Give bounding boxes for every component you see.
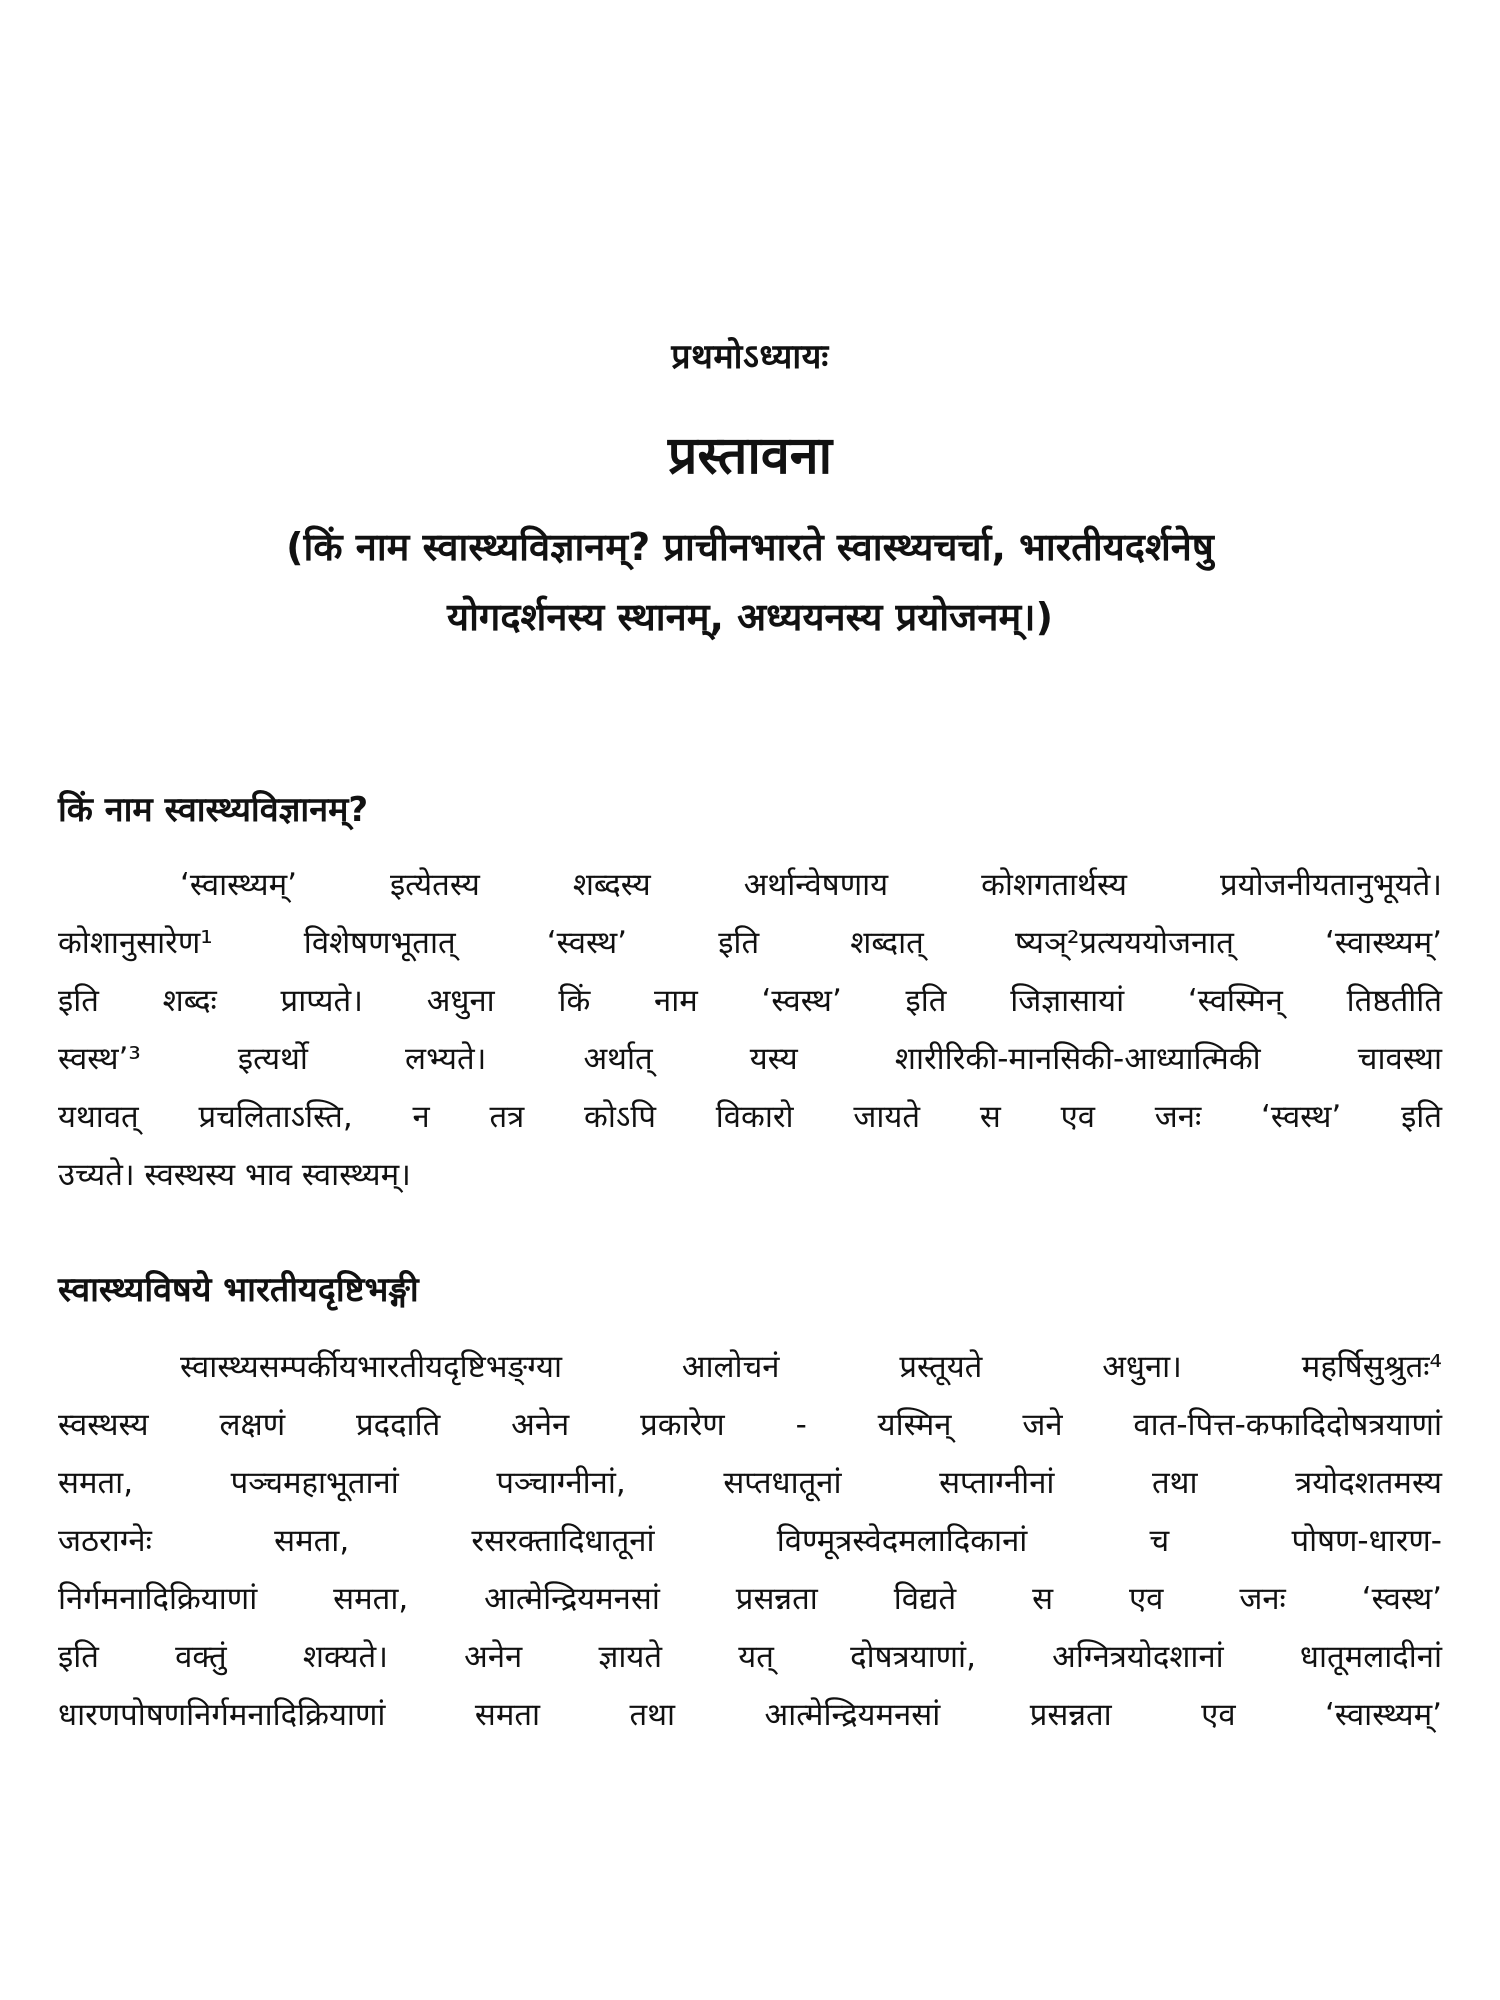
document-page xyxy=(58,0,1442,2000)
section-heading: स्वास्थ्यविषये भारतीयदृष्टिभङ्गी xyxy=(58,1270,419,1310)
paragraph-line: उच्यते। स्वस्थस्य भाव स्वास्थ्यम्। xyxy=(58,1157,411,1193)
paragraph-line: निर्गमनादिक्रियाणां समता, आत्मेन्द्रियमनसां प्रसन्नता विद्यते स एव जनः ‘स्वस्थ’ xyxy=(58,1581,1442,1617)
paragraph-line: यथावत् प्रचलिताऽस्ति, न तत्र कोऽपि विकारो जायते स एव जनः ‘स्वस्थ’ इति xyxy=(58,1099,1442,1135)
paragraph-line: कोशानुसारेण¹ विशेषणभूतात् ‘स्वस्थ’ इति शब्दात् ष्यञ्²प्रत्यययोजनात् ‘स्वास्थ्यम्’ xyxy=(58,925,1442,961)
paragraph xyxy=(58,856,1442,1204)
subtitle-line: योगदर्शनस्य स्थानम्, अध्ययनस्य प्रयोजनम्।) xyxy=(447,595,1053,639)
section-heading: किं नाम स्वास्थ्यविज्ञानम्? xyxy=(58,790,369,830)
paragraph xyxy=(58,1338,1442,1744)
paragraph-line: जठराग्नेः समता, रसरक्तादिधातूनां विण्मूत्रस्वेदमलादिकानां च पोषण-धारण- xyxy=(58,1523,1442,1559)
chapter-subtitle xyxy=(58,512,1442,652)
subtitle-line: (किं नाम स्वास्थ्यविज्ञानम्? प्राचीनभारते स्वास्थ्यचर्चा, भारतीयदर्शनेषु xyxy=(286,525,1214,569)
paragraph-line: ‘स्वास्थ्यम्’ इत्येतस्य शब्दस्य अर्थान्वेषणाय कोशगतार्थस्य प्रयोजनीयतानुभूयते। xyxy=(180,867,1442,903)
chapter-label: प्रथमोऽध्यायः xyxy=(671,337,829,377)
chapter-title: प्रस्तावना xyxy=(667,426,833,486)
paragraph-line: स्वास्थ्यसम्पर्कीयभारतीयदृष्टिभङ्ग्या आलोचनं प्रस्तूयते अधुना। महर्षिसुश्रुतः⁴ xyxy=(180,1349,1442,1385)
paragraph-line: स्वस्थस्य लक्षणं प्रददाति अनेन प्रकारेण - यस्मिन् जने वात-पित्त-कफादिदोषत्रयाणां xyxy=(58,1407,1442,1443)
paragraph-line: स्वस्थ’³ इत्यर्थो लभ्यते। अर्थात् यस्य शारीरिकी-मानसिकी-आध्यात्मिकी चावस्था xyxy=(58,1041,1442,1077)
paragraph-line: इति शब्दः प्राप्यते। अधुना किं नाम ‘स्वस्थ’ इति जिज्ञासायां ‘स्वस्मिन् तिष्ठतीति xyxy=(58,983,1442,1019)
paragraph-line: इति वक्तुं शक्यते। अनेन ज्ञायते यत् दोषत्रयाणां, अग्नित्रयोदशानां धातूमलादीनां xyxy=(58,1639,1442,1675)
paragraph-line: धारणपोषणनिर्गमनादिक्रियाणां समता तथा आत्मेन्द्रियमनसां प्रसन्नता एव ‘स्वास्थ्यम्’ xyxy=(58,1697,1442,1733)
paragraph-line: समता, पञ्चमहाभूतानां पञ्चाग्नीनां, सप्तधातूनां सप्ताग्नीनां तथा त्रयोदशतमस्य xyxy=(58,1465,1442,1501)
